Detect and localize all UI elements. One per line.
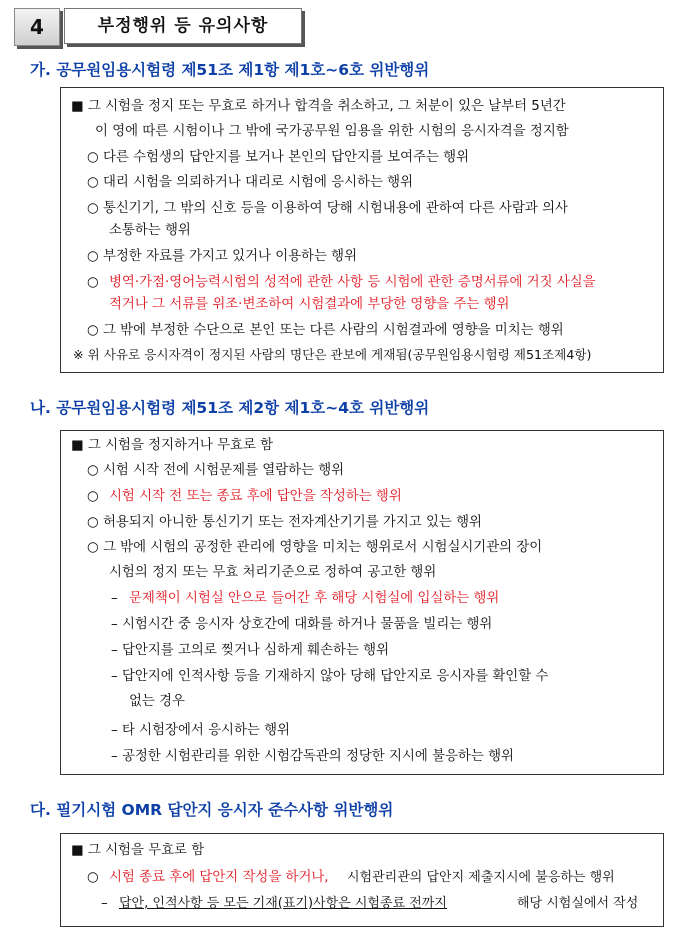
sub-item: – 답안지에 인적사항 등을 기재하지 않아 당해 답안지로 응시자를 확인할 수 bbox=[111, 669, 549, 684]
section-box-a bbox=[60, 87, 664, 373]
section-number: 4 bbox=[30, 15, 44, 39]
sub-item-underlined: 답안, 인적사항 등 모든 기재(표기)사항은 시험종료 전까지 bbox=[119, 896, 447, 911]
list-item: ○ 시험 시작 전에 시험문제를 열람하는 행위 bbox=[87, 463, 345, 478]
sub-item: – 타 시험장에서 응시하는 행위 bbox=[111, 723, 290, 738]
list-item: ○ 그 밖에 시험의 공정한 관리에 영향을 미치는 행위로서 시험실시기관의 장이 bbox=[87, 540, 543, 555]
rule-line: ■ 그 시험을 정지하거나 무효로 함 bbox=[71, 438, 274, 453]
section-title-a: 가. 공무원임용시험령 제51조 제1항 제1호~6호 위반행위 bbox=[30, 61, 430, 79]
section-title-c: 다. 필기시험 OMR 답안지 응시자 준수사항 위반행위 bbox=[30, 801, 394, 819]
list-item: 시험의 정지 또는 무효 처리기준으로 정하여 공고한 행위 bbox=[109, 565, 437, 580]
list-item-highlight: 병역·가점·영어능력시험의 성적에 관한 사항 등 시험에 관한 증명서류에 거짓 사실을 bbox=[109, 275, 596, 290]
sub-item: – 답안지를 고의로 찢거나 심하게 훼손하는 행위 bbox=[111, 643, 390, 658]
sub-item-highlight: 문제책이 시험실 안으로 들어간 후 해당 시험실에 입실하는 행위 bbox=[129, 591, 500, 606]
sub-bullet: – bbox=[101, 896, 108, 911]
list-item: ○ 통신기기, 그 밖의 신호 등을 이용하여 당해 시험내용에 관하여 다른 사람과 의사 bbox=[87, 201, 568, 216]
section-box-b bbox=[60, 430, 664, 775]
list-item: 시험관리관의 답안지 제출지시에 불응하는 행위 bbox=[347, 870, 615, 885]
section-number-box bbox=[14, 8, 60, 46]
rule-line: ■ 그 시험을 무효로 함 bbox=[71, 843, 205, 858]
sub-item: – 시험시간 중 응시자 상호간에 대화를 하거나 물품을 빌리는 행위 bbox=[111, 617, 493, 632]
sub-item: 없는 경우 bbox=[129, 694, 185, 709]
list-bullet: ○ bbox=[87, 870, 99, 885]
list-item: ○ 다른 수험생의 답안지를 보거나 본인의 답안지를 보여주는 행위 bbox=[87, 150, 470, 165]
list-bullet: ○ bbox=[87, 275, 99, 290]
rule-line: ■ 그 시험을 정지 또는 무효로 하거나 합격을 취소하고, 그 처분이 있은 날부터 5년간 bbox=[71, 99, 566, 114]
list-item: ○ 부정한 자료를 가지고 있거나 이용하는 행위 bbox=[87, 249, 358, 264]
page-title: 부정행위 등 유의사항 bbox=[97, 16, 269, 36]
list-item: ○ 허용되지 아니한 통신기기 또는 전자계산기기를 가지고 있는 행위 bbox=[87, 515, 482, 530]
list-item-highlight: 시험 시작 전 또는 종료 후에 답안을 작성하는 행위 bbox=[109, 489, 402, 504]
list-item-highlight: 적거나 그 서류를 위조·변조하여 시험결과에 부당한 영향을 주는 행위 bbox=[109, 297, 510, 312]
note-line: ※ 위 사유로 응시자격이 정지된 사람의 명단은 관보에 게재됨(공무원임용시험령 제51조제4항) bbox=[73, 347, 592, 362]
section-box-c bbox=[60, 833, 664, 927]
list-item: 소통하는 행위 bbox=[109, 223, 191, 238]
list-item: ○ 대리 시험을 의뢰하거나 대리로 시험에 응시하는 행위 bbox=[87, 175, 414, 190]
sub-item: – 공정한 시험관리를 위한 시험감독관의 정당한 지시에 불응하는 행위 bbox=[111, 749, 514, 764]
section-title-box bbox=[64, 8, 302, 44]
list-item-highlight: 시험 종료 후에 답안지 작성을 하거나, bbox=[109, 870, 329, 885]
rule-line: 이 영에 따른 시험이나 그 밖에 국가공무원 임용을 위한 시험의 응시자격을 정지함 bbox=[95, 124, 569, 139]
list-bullet: ○ bbox=[87, 489, 99, 504]
section-title-b: 나. 공무원임용시험령 제51조 제2항 제1호~4호 위반행위 bbox=[30, 399, 430, 417]
sub-item: 해당 시험실에서 작성 bbox=[517, 896, 639, 911]
sub-bullet: – bbox=[111, 591, 118, 606]
list-item: ○ 그 밖에 부정한 수단으로 본인 또는 다른 사람의 시험결과에 영향을 미치는 행위 bbox=[87, 323, 564, 338]
